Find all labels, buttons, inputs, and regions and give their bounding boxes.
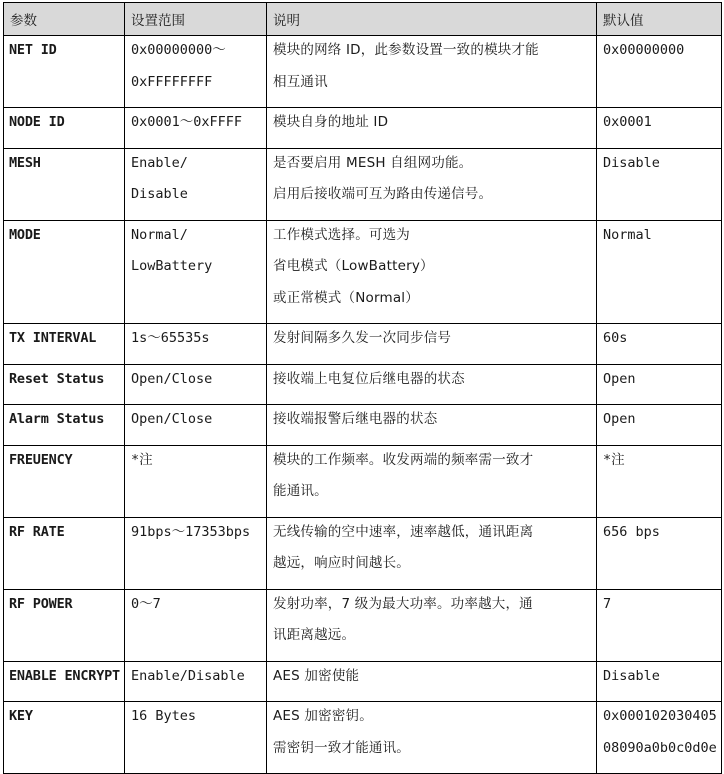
description-cell <box>267 324 597 365</box>
range-line: LowBattery <box>131 258 213 274</box>
default-cell <box>597 148 722 220</box>
default-line: *注 <box>603 451 625 468</box>
description-cell <box>267 702 597 774</box>
range-cell <box>125 364 267 405</box>
description-cell <box>267 220 597 324</box>
param-name: NODE ID <box>9 114 65 130</box>
param-cell <box>4 364 125 405</box>
range-cell <box>125 324 267 365</box>
range-cell <box>125 661 267 702</box>
param-name: FREUENCY <box>9 451 73 468</box>
parameter-table <box>3 2 722 774</box>
range-line: 0～7 <box>131 595 161 612</box>
param-cell <box>4 405 125 446</box>
description-line: AES 加密密钥。 <box>273 708 373 724</box>
table-row <box>4 364 722 405</box>
param-name: ENABLE ENCRYPT <box>9 667 120 684</box>
table-row <box>4 36 722 108</box>
description-line: 接收端上电复位后继电器的状态 <box>273 370 465 387</box>
description-line: 工作模式选择。可选为 <box>273 226 410 243</box>
default-cell <box>597 364 722 405</box>
default-line: Open <box>603 370 636 387</box>
description-cell <box>267 36 597 108</box>
description-line: 接收端报警后继电器的状态 <box>273 411 438 427</box>
default-cell <box>597 445 722 517</box>
description-line: 越远，响应时间越长。 <box>273 555 410 571</box>
range-line: Normal/ <box>131 226 188 243</box>
default-line: 7 <box>603 595 612 612</box>
range-cell <box>125 148 267 220</box>
table-row <box>4 445 722 517</box>
range-line: 0x00000000～ <box>131 42 226 58</box>
default-cell <box>597 324 722 365</box>
header-description: 说明 <box>267 3 597 36</box>
param-cell <box>4 517 125 589</box>
table-row <box>4 661 722 702</box>
param-name: KEY <box>9 708 33 724</box>
default-cell <box>597 702 722 774</box>
default-line: Disable <box>603 667 660 684</box>
param-name: MODE <box>9 226 41 243</box>
default-line: 0x00000000 <box>603 42 685 58</box>
default-line: 0x000102030405 <box>603 708 717 724</box>
description-cell <box>267 517 597 589</box>
param-cell <box>4 324 125 365</box>
default-line: 656 bps <box>603 523 660 540</box>
param-name: RF POWER <box>9 595 73 612</box>
header-range: 设置范围 <box>125 3 267 36</box>
range-cell <box>125 220 267 324</box>
table-row <box>4 702 722 774</box>
description-line: 或正常模式（Normal） <box>273 289 419 306</box>
description-cell <box>267 364 597 405</box>
description-line: 需密钥一致才能通讯。 <box>273 739 410 756</box>
param-name: TX INTERVAL <box>9 330 97 346</box>
default-cell <box>597 589 722 661</box>
description-cell <box>267 405 597 446</box>
description-line: 讯距离越远。 <box>273 627 356 643</box>
description-cell <box>267 661 597 702</box>
range-cell <box>125 108 267 149</box>
description-line: 启用后接收端可互为路由传递信号。 <box>273 186 493 202</box>
table-header <box>4 3 722 36</box>
range-line: Enable/ <box>131 154 188 171</box>
default-line: Open <box>603 411 636 427</box>
param-name: Reset Status <box>9 370 105 387</box>
description-cell <box>267 589 597 661</box>
table-row <box>4 148 722 220</box>
description-line: 发射功率，7 级为最大功率。功率越大，通 <box>273 595 533 612</box>
description-cell <box>267 445 597 517</box>
param-name: NET ID <box>9 42 57 58</box>
table-row <box>4 324 722 365</box>
description-line: AES 加密使能 <box>273 667 360 684</box>
description-line: 模块的网络 ID，此参数设置一致的模块才能 <box>273 42 539 58</box>
param-cell <box>4 148 125 220</box>
range-line: Open/Close <box>131 370 213 387</box>
param-cell <box>4 445 125 517</box>
description-line: 模块的工作频率。收发两端的频率需一致才 <box>273 451 534 468</box>
description-line: 相互通讯 <box>273 73 328 90</box>
default-line: Disable <box>603 154 660 171</box>
range-cell <box>125 589 267 661</box>
param-cell <box>4 108 125 149</box>
range-line: 0xFFFFFFFF <box>131 73 213 90</box>
range-line: 16 Bytes <box>131 708 197 724</box>
default-cell <box>597 220 722 324</box>
table-row <box>4 517 722 589</box>
param-name: Alarm Status <box>9 411 105 427</box>
param-name: MESH <box>9 154 41 171</box>
description-cell <box>267 108 597 149</box>
table-body <box>4 36 722 774</box>
range-line: Open/Close <box>131 411 213 427</box>
param-name: RF RATE <box>9 523 65 540</box>
default-cell <box>597 108 722 149</box>
default-cell <box>597 517 722 589</box>
description-line: 是否要启用 MESH 自组网功能。 <box>273 154 473 171</box>
header-param: 参数 <box>4 3 125 36</box>
description-cell <box>267 148 597 220</box>
range-line: *注 <box>131 451 153 468</box>
param-cell <box>4 589 125 661</box>
range-cell <box>125 36 267 108</box>
range-cell <box>125 405 267 446</box>
param-cell <box>4 661 125 702</box>
description-line: 能通讯。 <box>273 483 328 499</box>
default-cell <box>597 36 722 108</box>
default-cell <box>597 661 722 702</box>
range-line: Enable/Disable <box>131 667 245 684</box>
range-cell <box>125 517 267 589</box>
default-line: Normal <box>603 226 652 243</box>
table-row <box>4 108 722 149</box>
header-default: 默认值 <box>597 3 722 36</box>
table-row <box>4 405 722 446</box>
range-cell <box>125 445 267 517</box>
default-line: 60s <box>603 330 628 346</box>
param-cell <box>4 220 125 324</box>
table-row <box>4 220 722 324</box>
table-row <box>4 589 722 661</box>
header-row <box>4 3 722 36</box>
param-cell <box>4 36 125 108</box>
range-cell <box>125 702 267 774</box>
default-line: 0x0001 <box>603 114 652 130</box>
description-line: 模块自身的地址 ID <box>273 114 389 130</box>
default-cell <box>597 405 722 446</box>
range-line: Disable <box>131 186 188 202</box>
range-line: 1s～65535s <box>131 330 210 346</box>
range-line: 91bps～17353bps <box>131 523 251 540</box>
description-line: 发射间隔多久发一次同步信号 <box>273 330 452 346</box>
default-line: 08090a0b0c0d0e <box>603 739 717 756</box>
description-line: 无线传输的空中速率，速率越低，通讯距离 <box>273 523 534 540</box>
description-line: 省电模式（LowBattery） <box>273 258 434 274</box>
range-line: 0x0001～0xFFFF <box>131 114 243 130</box>
param-cell <box>4 702 125 774</box>
